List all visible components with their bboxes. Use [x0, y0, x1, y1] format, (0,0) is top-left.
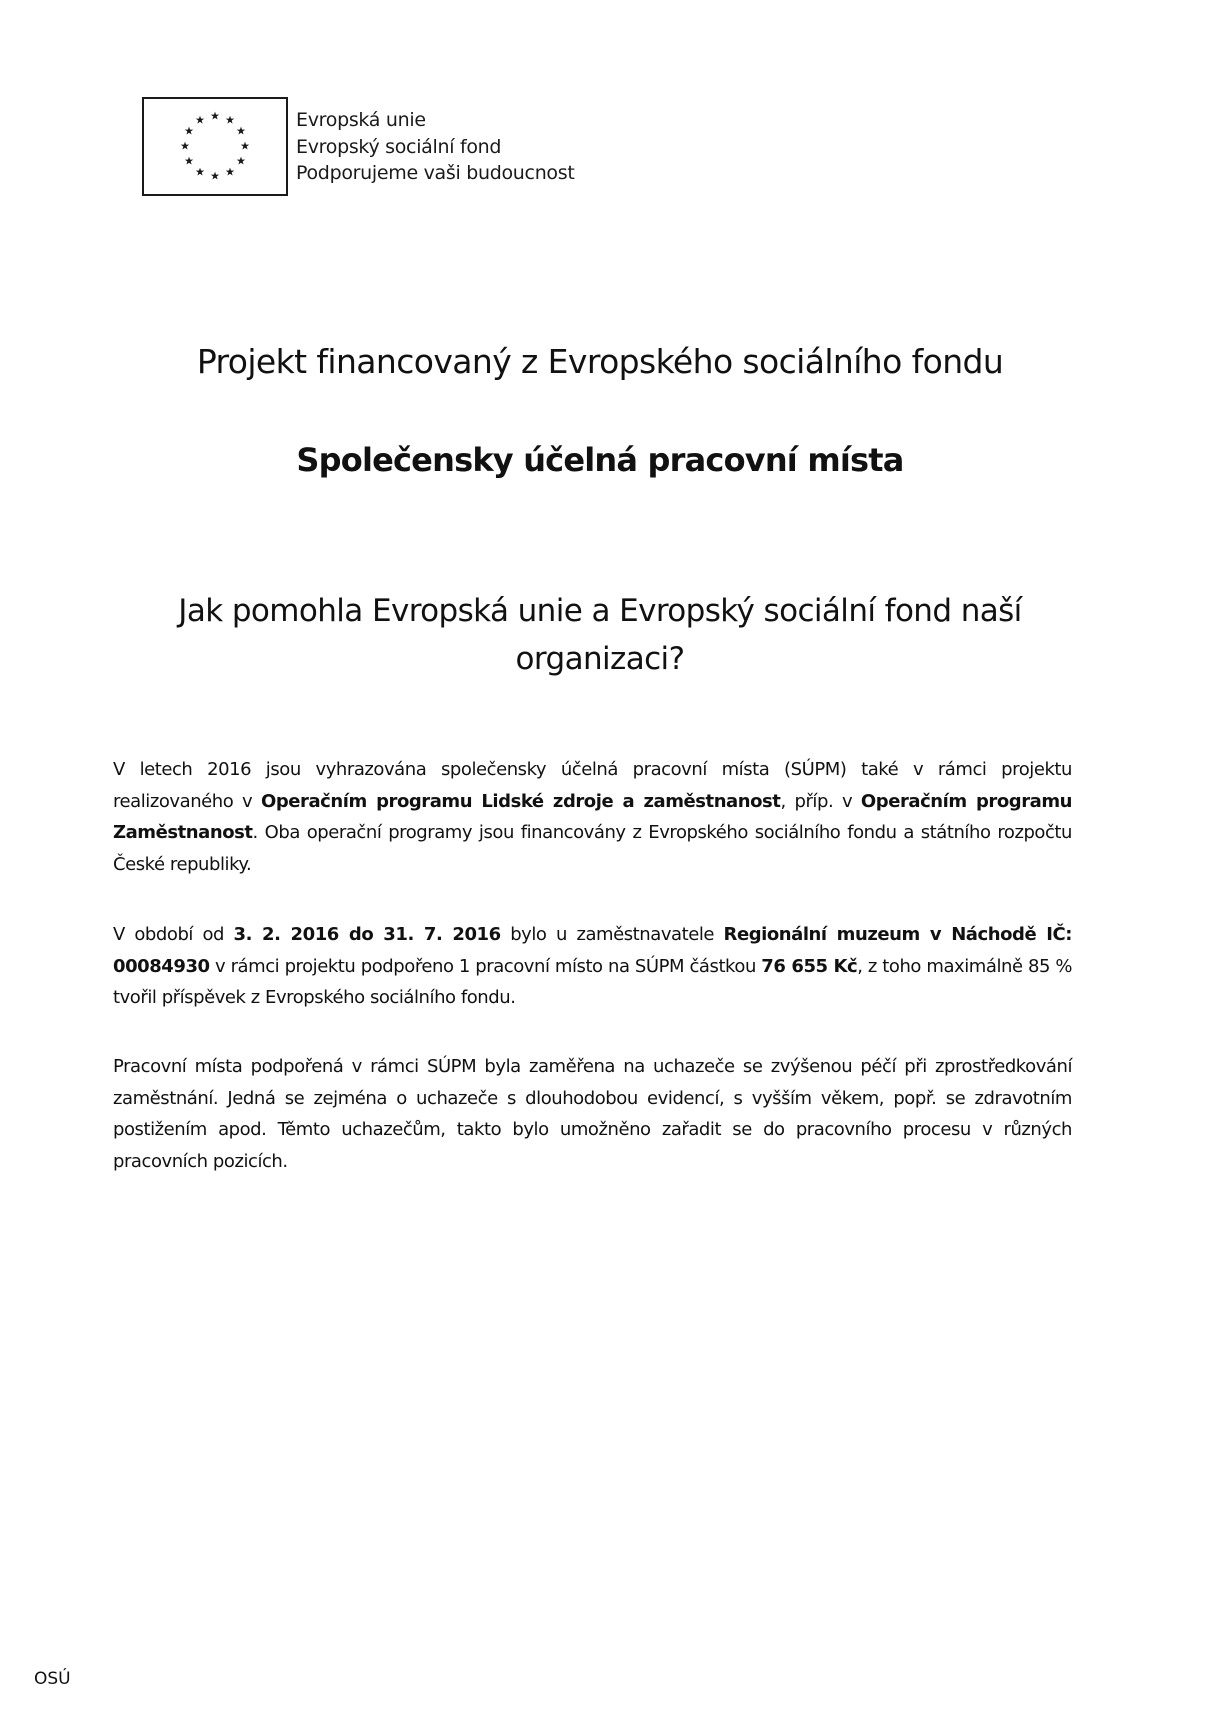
paragraph-text: bylo u zaměstnavatele [500, 924, 724, 945]
eu-star-icon [196, 116, 204, 124]
page-title: Společensky účelná pracovní místa [296, 441, 904, 479]
eu-logo-text [296, 107, 575, 187]
eu-logo-line-1: Evropská unie [296, 109, 426, 131]
eu-star-icon [237, 127, 245, 135]
employer-bold: Regionální muzeum v Náchodě IČ: 00084930 [113, 924, 1073, 977]
paragraph-text: v rámci projektu podpořeno 1 pracovní místo na SÚPM částkou [209, 955, 762, 977]
paragraph-text: , příp. v [780, 790, 861, 812]
amount-bold: 76 655 Kč [761, 955, 858, 977]
paragraph-text: V období od [113, 924, 234, 945]
eu-flag-logo [142, 97, 288, 196]
eu-star-icon [226, 168, 234, 176]
eu-star-icon [226, 116, 234, 124]
footer-mark: OSÚ [34, 1669, 71, 1689]
eu-star-icon [181, 142, 189, 150]
paragraph-programs [113, 754, 1072, 880]
eu-logo-line-2: Evropský sociální fond [296, 135, 502, 158]
eu-star-icon [237, 157, 245, 165]
question-heading: Jak pomohla Evropská unie a Evropský sociální fond naší organizaci? [178, 593, 1022, 677]
eu-star-icon [185, 127, 193, 135]
eu-flag-stars-icon [144, 99, 286, 194]
program-name-bold: Operačním programu Lidské zdroje a zaměstnanost [261, 790, 781, 812]
eu-star-icon [211, 172, 219, 180]
eu-star-icon [241, 142, 249, 150]
paragraph-funding [113, 919, 1072, 1014]
program-name-bold: Operačním programu Zaměstnanost [113, 790, 1073, 843]
paragraph-target-group: Pracovní místa podpořená v rámci SÚPM byla zaměřena na uchazeče se zvýšenou péčí při zprostředkování zaměstnání. Jedná se zejména o uchazeče s dlouhodobou evidencí, s vyšším věkem, popř. se zdravotním postižením apod. Těmto uchazečům, takto bylo umožněno zařadit se do pracovního procesu v různých pracovních pozicích. [113, 1056, 1072, 1172]
eu-star-icon [211, 112, 219, 120]
eu-star-icon [196, 168, 204, 176]
period-bold: 3. 2. 2016 do 31. 7. 2016 [233, 924, 501, 945]
paragraph-text: V letech 2016 jsou vyhrazována společensky účelná pracovní místa (SÚPM) také v rámci projektu realizovaného v [113, 759, 1072, 812]
paragraph-text: , z toho maximálně 85 % tvořil příspěvek z Evropského sociálního fondu. [113, 955, 1072, 1008]
eu-star-icon [185, 157, 193, 165]
eu-logo-line-3: Podporujeme vaši budoucnost [296, 162, 575, 184]
project-heading: Projekt financovaný z Evropského sociálního fondu [196, 342, 1004, 381]
paragraph-text: . Oba operační programy jsou financovány z Evropského sociálního fondu a státního rozpočtu České republiky. [113, 822, 1072, 875]
